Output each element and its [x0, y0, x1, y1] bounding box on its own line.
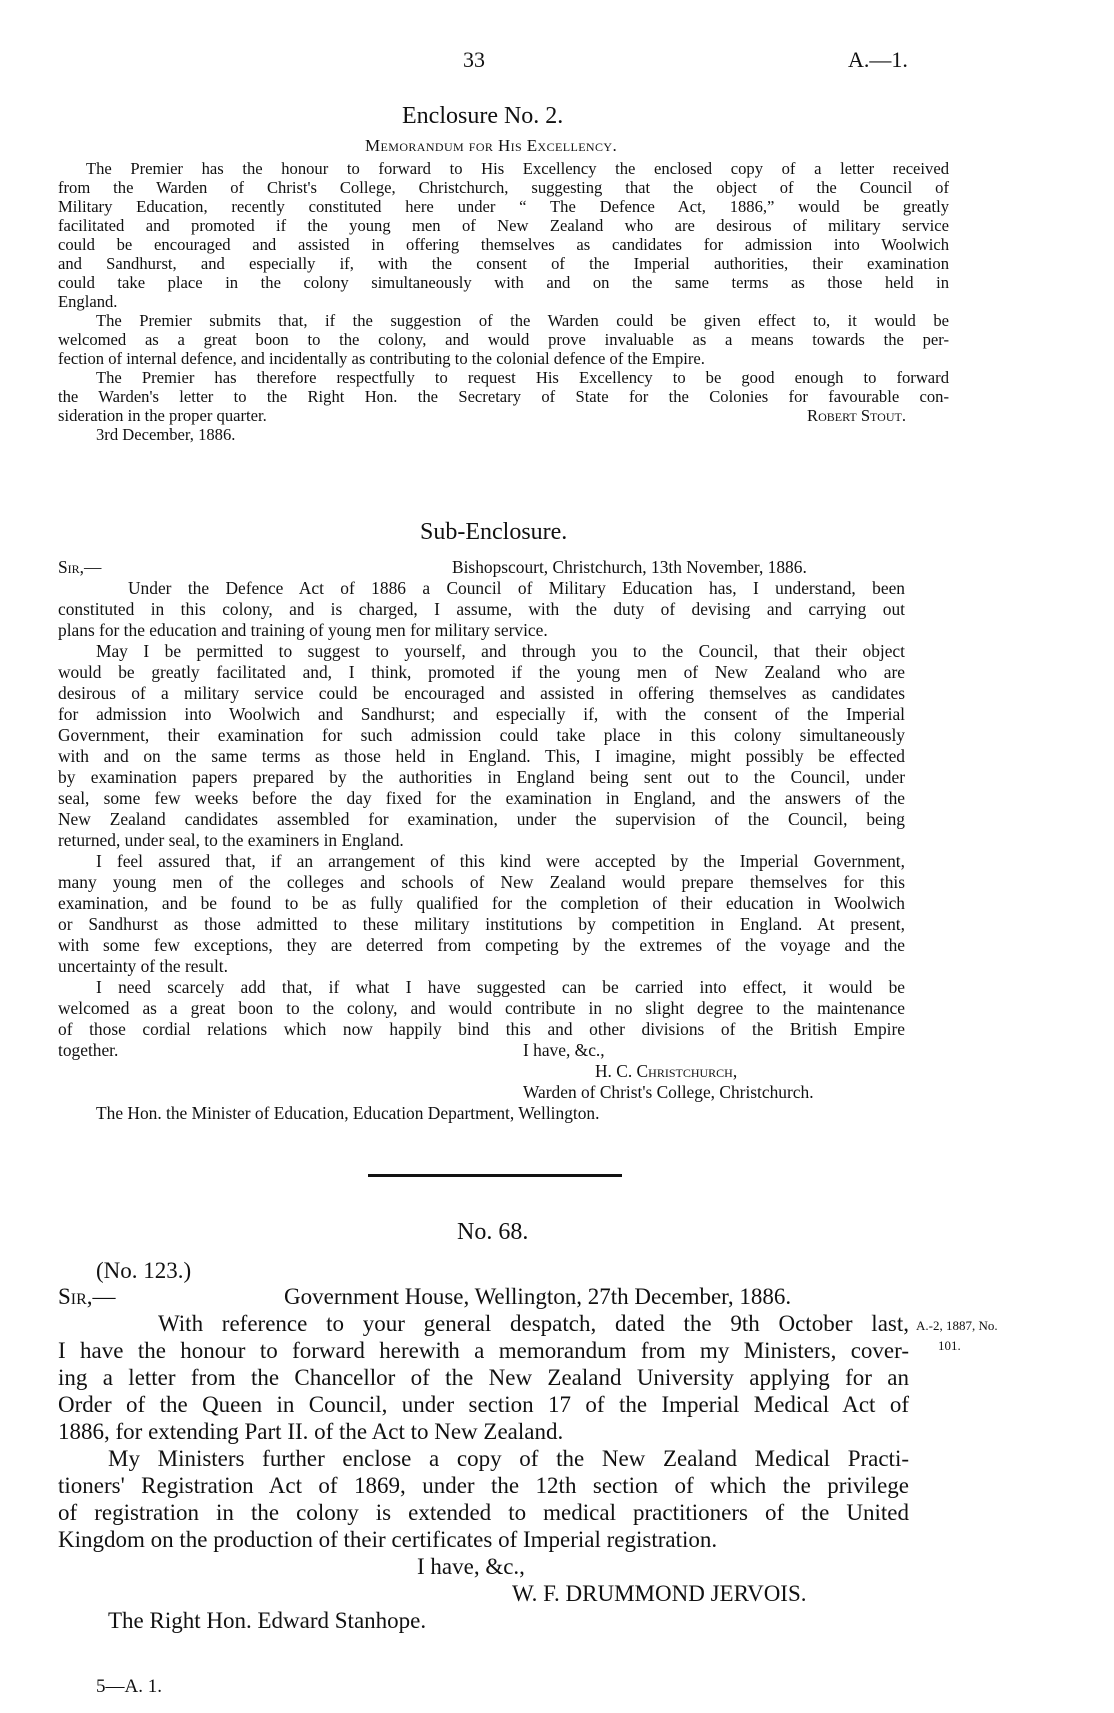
despatch-line: of registration in the colony is extended to medical practitioners of the United	[58, 1500, 909, 1525]
letter-line: I feel assured that, if an arrangement of this kind were accepted by the Imperial Government,	[96, 851, 905, 871]
letter-line: desirous of a military service could be encouraged and assisted in offering themselves as candidates	[58, 683, 905, 703]
letter-signer: H. C. Christchurch,	[595, 1061, 738, 1081]
letter-line: or Sandhurst as those admitted to these military institutions by competition in England. At present,	[58, 914, 905, 934]
despatch-line: Order of the Queen in Council, under section 17 of the Imperial Medical Act of	[58, 1392, 909, 1417]
letter-signer-title: Warden of Christ's College, Christchurch.	[523, 1082, 814, 1102]
despatch-closing: I have, &c.,	[417, 1554, 525, 1579]
letter-line: many young men of the colleges and schools of New Zealand would prepare themselves for this	[58, 872, 905, 892]
enclosure-line: sideration in the proper quarter.	[58, 406, 267, 425]
enclosure-subtitle: Memorandum for His Excellency.	[365, 136, 618, 155]
enclosure-line: The Premier submits that, if the suggestion of the Warden could be given effect to, it would be	[96, 311, 949, 330]
enclosure-line: welcomed as a great boon to the colony, and would prove invaluable as a means towards the per-	[58, 330, 949, 349]
margin-reference-number: 101.	[938, 1338, 961, 1353]
letter-line: with some few exceptions, they are deterred from competing by the extremes of the voyage and the	[58, 935, 905, 955]
letter-line: would be greatly facilitated and, I think, promoted if the young men of New Zealand who are	[58, 662, 905, 682]
enclosure-date: 3rd December, 1886.	[96, 425, 236, 444]
despatch-line: My Ministers further enclose a copy of the New Zealand Medical Practi-	[108, 1446, 909, 1471]
page-number: 33	[463, 47, 485, 72]
despatch-address: Government House, Wellington, 27th December, 1886.	[284, 1284, 792, 1309]
despatch-line: Kingdom on the production of their certificates of Imperial registration.	[58, 1527, 718, 1552]
enclosure-signature: Robert Stout.	[807, 406, 906, 425]
despatch-line: With reference to your general despatch, dated the 9th October last,	[158, 1311, 909, 1336]
letter-line: Under the Defence Act of 1886 a Council of Military Education has, I understand, been	[128, 578, 905, 598]
despatch-addressee: The Right Hon. Edward Stanhope.	[108, 1608, 427, 1633]
enclosure-line: Military Education, recently constituted here under “ The Defence Act, 1886,” would be greatly	[58, 197, 949, 216]
enclosure-line: The Premier has therefore respectfully to request His Excellency to be good enough to forward	[96, 368, 949, 387]
letter-line: Government, their examination for such admission could take place in this colony simultaneously	[58, 725, 905, 745]
letter-line: welcomed as a great boon to the colony, and would contribute in no slight degree to the maintenance	[58, 998, 905, 1018]
enclosure-line: The Premier has the honour to forward to His Excellency the enclosed copy of a letter received	[86, 159, 949, 178]
letter-line: with and on the same terms as those held in England. This, I imagine, might possibly be effected	[58, 746, 905, 766]
letter-line: returned, under seal, to the examiners in England.	[58, 830, 404, 850]
despatch-number: No. 68.	[457, 1219, 529, 1245]
letter-line: plans for the education and training of young men for military service.	[58, 620, 548, 640]
enclosure-line: could take place in the colony simultaneously with and on the same terms as those held in	[58, 273, 949, 292]
letter-line: together.	[58, 1040, 119, 1060]
margin-reference: A.-2, 1887, No.	[916, 1318, 998, 1333]
sub-enclosure-title: Sub-Enclosure.	[420, 519, 568, 545]
letter-line: by examination papers prepared by the authorities in England being sent out to the Council, under	[58, 767, 905, 787]
despatch-signer: W. F. DRUMMOND JERVOIS.	[512, 1581, 807, 1606]
despatch-line: I have the honour to forward herewith a memorandum from my Ministers, cover-	[58, 1338, 909, 1363]
enclosure-line: facilitated and promoted if the young men of New Zealand who are desirous of military service	[58, 216, 949, 235]
enclosure-line: could be encouraged and assisted in offering themselves as candidates for admission into Woolwich	[58, 235, 949, 254]
enclosure-line: fection of internal defence, and incidentally as contributing to the colonial defence of the Empire.	[58, 349, 705, 368]
enclosure-line: the Warden's letter to the Right Hon. the Secretary of State for the Colonies for favourable con-	[58, 387, 949, 406]
enclosure-line: from the Warden of Christ's College, Christchurch, suggesting that the object of the Council of	[58, 178, 949, 197]
letter-line: May I be permitted to suggest to yourself, and through you to the Council, that their object	[96, 641, 905, 661]
despatch-line: tioners' Registration Act of 1869, under the 12th section of which the privilege	[58, 1473, 909, 1498]
enclosure-line: and Sandhurst, and especially if, with the consent of the Imperial authorities, their examination	[58, 254, 949, 273]
letter-line: New Zealand candidates assembled for examination, under the supervision of the Council, being	[58, 809, 905, 829]
letter-line: of those cordial relations which now happily bind this and other divisions of the British Empire	[58, 1019, 905, 1039]
sub-enclosure-salutation: Sir,—	[58, 557, 102, 577]
despatch-line: ing a letter from the Chancellor of the New Zealand University applying for an	[58, 1365, 909, 1390]
letter-line: I need scarcely add that, if what I have suggested can be carried into effect, it would be	[96, 977, 905, 997]
letter-line: constituted in this colony, and is charged, I assume, with the duty of devising and carrying out	[58, 599, 905, 619]
enclosure-title: Enclosure No. 2.	[402, 103, 564, 129]
letter-line: for admission into Woolwich and Sandhurst; and especially if, with the consent of the Imperial	[58, 704, 905, 724]
page-code: A.—1.	[848, 47, 908, 72]
despatch-line: 1886, for extending Part II. of the Act to New Zealand.	[58, 1419, 564, 1444]
despatch-salutation: Sir,—	[58, 1284, 116, 1309]
letter-line: examination, and be found to be as fully qualified for the completion of their education in Woolwich	[58, 893, 905, 913]
signature-mark: 5—A. 1.	[96, 1676, 162, 1697]
sub-enclosure-address: Bishopscourt, Christchurch, 13th November, 1886.	[452, 557, 807, 577]
section-divider	[368, 1174, 622, 1177]
despatch-ref: (No. 123.)	[96, 1258, 192, 1283]
letter-line: uncertainty of the result.	[58, 956, 228, 976]
letter-addressee: The Hon. the Minister of Education, Education Department, Wellington.	[96, 1103, 600, 1123]
letter-closing: I have, &c.,	[523, 1040, 605, 1060]
enclosure-line: England.	[58, 292, 118, 311]
letter-line: seal, some few weeks before the day fixed for the examination in England, and the answers of the	[58, 788, 905, 808]
